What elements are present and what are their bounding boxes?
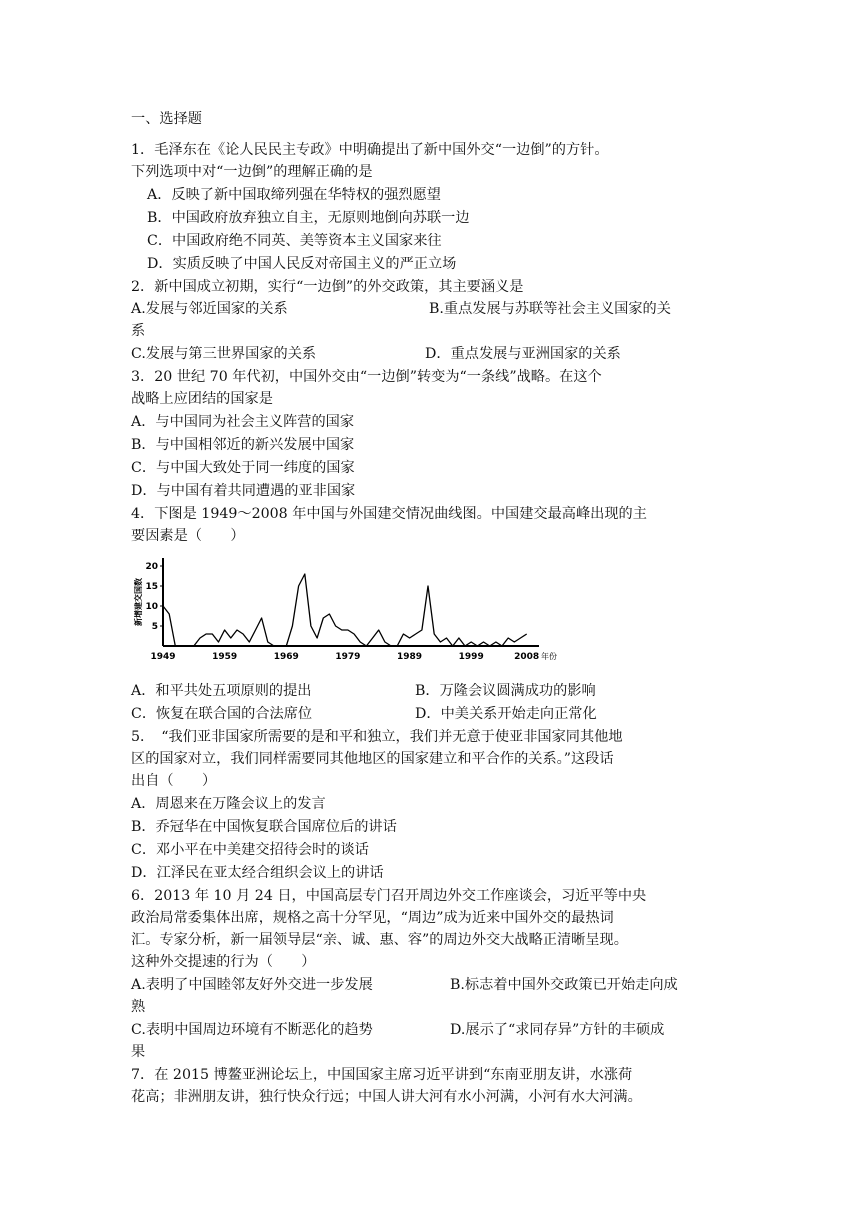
q1-stem-line1: 1．毛泽东在《论人民民主专政》中明确提出了新中国外交“一边倒”的方针。 [131, 142, 609, 158]
y-tick-label: 10 [145, 602, 158, 612]
q7-stem-line1: 7．在 2015 博鳌亚洲论坛上，中国国家主席习近平讲到“东南亚朋友讲，水涨荷 [131, 1067, 633, 1083]
q2-option-c: C.发展与第三世界国家的关系 [131, 346, 317, 362]
q6-stem-line1: 6．2013 年 10 月 24 日，中国高层专门召开周边外交工作座谈会，习近平等中央 [131, 888, 647, 904]
q6-option-b-wrap: 熟 [131, 999, 146, 1015]
x-axis-label: 年份 [541, 652, 557, 661]
y-tick-label: 15 [145, 582, 158, 592]
q5-option-c: C．邓小平在中美建交招待会时的谈话 [131, 842, 369, 858]
y-tick-label: 20 [145, 562, 158, 572]
q3-option-c: C．与中国大致处于同一纬度的国家 [131, 460, 355, 476]
q6-option-d-wrap: 果 [131, 1044, 146, 1060]
x-tick-label: 1979 [335, 652, 361, 662]
q4-option-c: C．恢复在联合国的合法席位 [131, 706, 313, 722]
q5-stem-line2: 区的国家对立，我们同样需要同其他地区的国家建立和平合作的关系。”这段话 [131, 751, 614, 767]
q2-option-b: B.重点发展与苏联等社会主义国家的关 [429, 301, 671, 317]
q2-option-b-wrap: 系 [131, 323, 146, 339]
q5-stem-line3: 出自（ ） [131, 773, 217, 789]
q6-option-b: B.标志着中国外交政策已开始走向成 [450, 977, 678, 993]
q2-option-d: D．重点发展与亚洲国家的关系 [425, 346, 621, 362]
diplomatic-relations-chart [131, 552, 571, 670]
q4-option-a: A．和平共处五项原则的提出 [131, 683, 312, 699]
q5-option-b: B．乔冠华在中国恢复联合国席位后的讲话 [131, 819, 397, 835]
x-tick-label: 1959 [212, 652, 238, 662]
q5-option-a: A．周恩来在万隆会议上的发言 [131, 796, 326, 812]
series-line-0 [163, 574, 527, 646]
x-tick-label: 1949 [150, 652, 176, 662]
x-tick-label: 1999 [458, 652, 484, 662]
q6-stem-line3: 汇。专家分析，新一届领导层“亲、诚、惠、容”的周边外交大战略正清晰呈现。 [131, 932, 628, 948]
q4-stem-line2: 要因素是（ ） [131, 528, 245, 544]
q6-stem-line4: 这种外交提速的行为（ ） [131, 954, 316, 970]
q1-option-d: D．实质反映了中国人民反对帝国主义的严正立场 [147, 256, 457, 272]
y-tick-label: 5 [151, 622, 158, 632]
q6-option-a: A.表明了中国睦邻友好外交进一步发展 [131, 977, 373, 993]
q5-option-d: D．江泽民在亚太经合组织会议上的讲话 [131, 865, 384, 881]
section-title: 一、选择题 [131, 111, 202, 127]
q6-option-d: D.展示了“求同存异”方针的丰硕成 [450, 1022, 665, 1038]
q4-stem-line1: 4．下图是 1949～2008 年中国与外国建交情况曲线图。中国建交最高峰出现的主 [131, 506, 647, 522]
q1-option-b: B．中国政府放弃独立自主，无原则地倒向苏联一边 [147, 210, 470, 226]
q4-option-d: D．中美关系开始走向正常化 [415, 706, 597, 722]
q3-option-b: B．与中国相邻近的新兴发展中国家 [131, 437, 355, 453]
q7-stem-line2: 花高；非洲朋友讲，独行快众行远；中国人讲大河有水小河满，小河有水大河满。 [131, 1089, 642, 1105]
q6-option-c: C.表明中国周边环境有不断恶化的趋势 [131, 1022, 373, 1038]
q5-stem-line1: 5． “我们亚非国家所需要的是和平和独立，我们并无意于使亚非国家同其他地 [131, 729, 623, 745]
q3-stem-line1: 3．20 世纪 70 年代初，中国外交由“一边倒”转变为“一条线”战略。在这个 [131, 369, 602, 385]
x-tick-label: 2008 [514, 652, 540, 662]
x-tick-label: 1969 [273, 652, 299, 662]
q3-option-d: D．与中国有着共同遭遇的亚非国家 [131, 483, 356, 499]
q3-stem-line2: 战略上应团结的国家是 [131, 391, 273, 407]
q1-stem-line2: 下列选项中对“一边倒”的理解正确的是 [131, 164, 373, 180]
q1-option-a: A．反映了新中国取缔列强在华特权的强烈愿望 [147, 187, 441, 203]
q3-option-a: A．与中国同为社会主义阵营的国家 [131, 414, 355, 430]
q4-option-b: B．万隆会议圆满成功的影响 [415, 683, 596, 699]
y-axis-label: 新增建交国数 [134, 578, 143, 626]
q2-stem: 2．新中国成立初期，实行“一边倒”的外交政策，其主要涵义是 [131, 279, 524, 295]
q2-option-a: A.发展与邻近国家的关系 [131, 301, 288, 317]
q6-stem-line2: 政治局常委集体出席，规格之高十分罕见，“周边”成为近来中国外交的最热词 [131, 910, 614, 926]
q1-option-c: C．中国政府绝不同英、美等资本主义国家来往 [147, 233, 442, 249]
x-tick-label: 1989 [397, 652, 423, 662]
